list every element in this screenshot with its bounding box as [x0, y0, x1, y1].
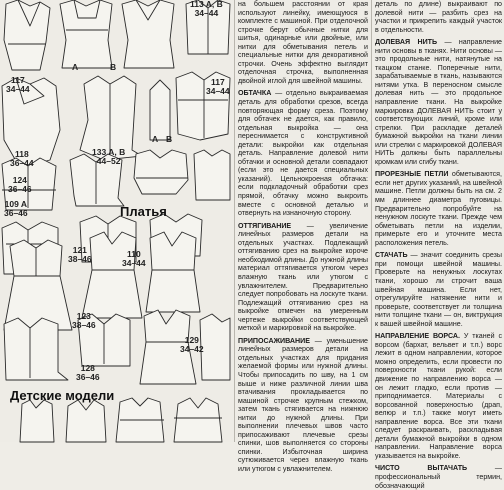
sketch-113b [122, 0, 174, 68]
column-rule-2 [371, 0, 372, 442]
sketch-128b [200, 314, 230, 380]
figure-label-121: 121 38–46 [68, 245, 92, 264]
figure-label-117b: 117 34–44 [206, 77, 230, 96]
sketch-kid-1 [20, 400, 54, 442]
letter-b: B [110, 62, 117, 72]
figure-label-124: 124 36–46 [8, 175, 32, 194]
text-column-2 [375, 0, 502, 490]
figure-label-123: 123 38–46 [72, 311, 96, 330]
paragraph-priposazhivanie: ПРИПОСАЖИВАНИЕ — уменьшение линейных размеров детали на отдельных участках для придания желаемой формы или нужной длины. Чтобы припосадить по шву, на 1 см выше и ниже различной линии шва втачивания прокладывается по машиной строчке крупным стежком, затем ткань стягивается на нижнюю нитки до нужной длины. При выполнении плечевых швов часто припосаживают плечевые срезы спинки, шов выполняется со стороны спинки. Избыточная ширина сутюживается через влажную ткань или утюгом с увлажнителем. [238, 336, 368, 473]
sketch-109d [194, 150, 230, 200]
letter-b-2: B [166, 134, 173, 144]
column-rule [234, 0, 235, 442]
figure-label-128: 128 36–46 [76, 363, 100, 382]
sketch-117 [4, 0, 50, 70]
paragraph: деталь по длине) выкраивают по долевой нити — разбить срез на участки и прикрепить каждый участок в отдельности. [375, 0, 502, 34]
section-title-kids: Детские модели [10, 388, 115, 403]
paragraph: на большем расстоянии от края используют линейку, имеющуюся в комплекте с машиной. При отделочной строчке берут обычные нитки для шитья, одинарные или двойные, или нитки для обметывания петель и специальные нитки для декоративной строчки. Очень эффектно выглядит отделочная строчка, выполненная двойной иглой для швейной машины. [238, 0, 368, 85]
paragraph-napravlenie-vorsa: НАПРАВЛЕНИЕ ВОРСА. У тканей с ворсом (бархат, вельвет и т.п.) ворс лежит в одном направлении, которое можно определить, если провести по поверхности ткани рукой: если движение по направлению ворса — он лежит гладко, если против — приподнимается. Материалы с ворсованной поверхностью (драп, велюр и т.п.) также могут иметь направление ворса. Все эти ткани следует раскраивать, раскладывая детали бумажной выкройки в одном направлении. Направление ворса указывается на выкройке. [375, 332, 502, 460]
paragraph-ottyagivanie: ОТТЯГИВАНИЕ — увеличение линейных размеров детали на отдельных участках. Подлежащий оттягиванию срез на выкройке короче необходимой длины. До нужной длины материал оттягивается утюгом через влажную ткань или утюгом с увлажнителем. Предварительно следует попробовать на лоскуте ткани. Подлежащий оттягиванию срез на выкройке отмечен на умеренным чертеже выкройки соответствующей меткой и маркировкой на выкройке. [238, 221, 368, 333]
sketch-109c [134, 150, 188, 194]
figure-label-109a: 109 A 36–46 [4, 199, 28, 218]
sketch-123 [4, 318, 68, 380]
figure-label-110: 110 34–44 [122, 249, 146, 268]
letter-a-2: A [152, 134, 159, 144]
paragraph-obtachka: ОБТАЧКА — отдельно выкраиваемая деталь для обработки срезов, всегда повторяющая форму среза. Поэтому для обтачек не дается, как правило, отдельная выкройка — она переснимается с конструктивной детали: выкройки как отдельная деталь. Направление долевой нити обтачки и основной детали совпадают (если это не дается специальных указаний). Цельнокроеная обтачка: если подкладочный обработки срез прямой, обтачку можно выкроить вместе с основной деталью и отвернуть на изнаночную сторону. [238, 89, 368, 218]
paragraph-stachat: СТАЧАТЬ — значит соединить срезы при помощи швейной машины. Проверьте на ненужных лоскутах ткани, хорошо ли строчит ваша швейная машина. Если нет, отрегулируйте натяжение нити и проверьте, соответствует ли толщина нити толщине ткани — он, виктрукция к вашей швейной машине. [375, 251, 502, 328]
pattern-figures-panel [0, 0, 232, 442]
sketch-133b [150, 80, 170, 140]
figure-label-113: 113 A, B 34–44 [190, 0, 223, 18]
sketch-kid-4 [174, 398, 222, 442]
section-title-dresses: Платья [120, 204, 167, 219]
paragraph-chisto-vytachat: ЧИСТО ВЫТАЧАТЬ — профессиональный термин, обозначающий [375, 464, 502, 490]
figure-label-117: 117 34–44 [6, 75, 30, 94]
letter-a: A [72, 62, 79, 72]
paragraph-dolevaya-nit: ДОЛЕВАЯ НИТЬ — направление нити основы в тканях. Нити основы — это продольные нити, натянутые на ткацком станке. Поперечные нити, зарабатываемые в ткань, называются нитями утка. В переносном смысле долевая нить — это продольное направление ткани. На выкройке маркировка ДОЛЕВАЯ НИТЬ стоит у соответствующих линий, кроме или стрелки. При раскладке деталей бумажной выкройки на ткани линии или стрелки с маркировкой ДОЛЕВАЯ НИТЬ должны быть параллельны кромкам или сгибу ткани. [375, 38, 502, 166]
text-column-1 [238, 0, 368, 473]
sketch-121-dress [4, 240, 72, 330]
paragraph-proreznye-petli: ПРОРЕЗНЫЕ ПЕТЛИ обметываются, если нет других указаний, на швейной машине. Петли должны быть на см. 2 мм длиннее диаметра пуговицы. Предварительно попробуйте на ненужном лоскуте ткани. Прежде чем обметывать петли на изделии, примерьте его и уточните места расположения петель. [375, 170, 502, 247]
sketch-110-dress [82, 232, 142, 318]
figure-label-133: 133 A, B 44–52 [92, 147, 126, 166]
sketch-110b-dress [146, 232, 200, 312]
figure-label-118: 118 36–44 [10, 149, 34, 168]
sketch-kid-2 [66, 400, 106, 442]
figure-label-129: 129 34–42 [180, 335, 204, 354]
sketch-113a [60, 0, 112, 68]
